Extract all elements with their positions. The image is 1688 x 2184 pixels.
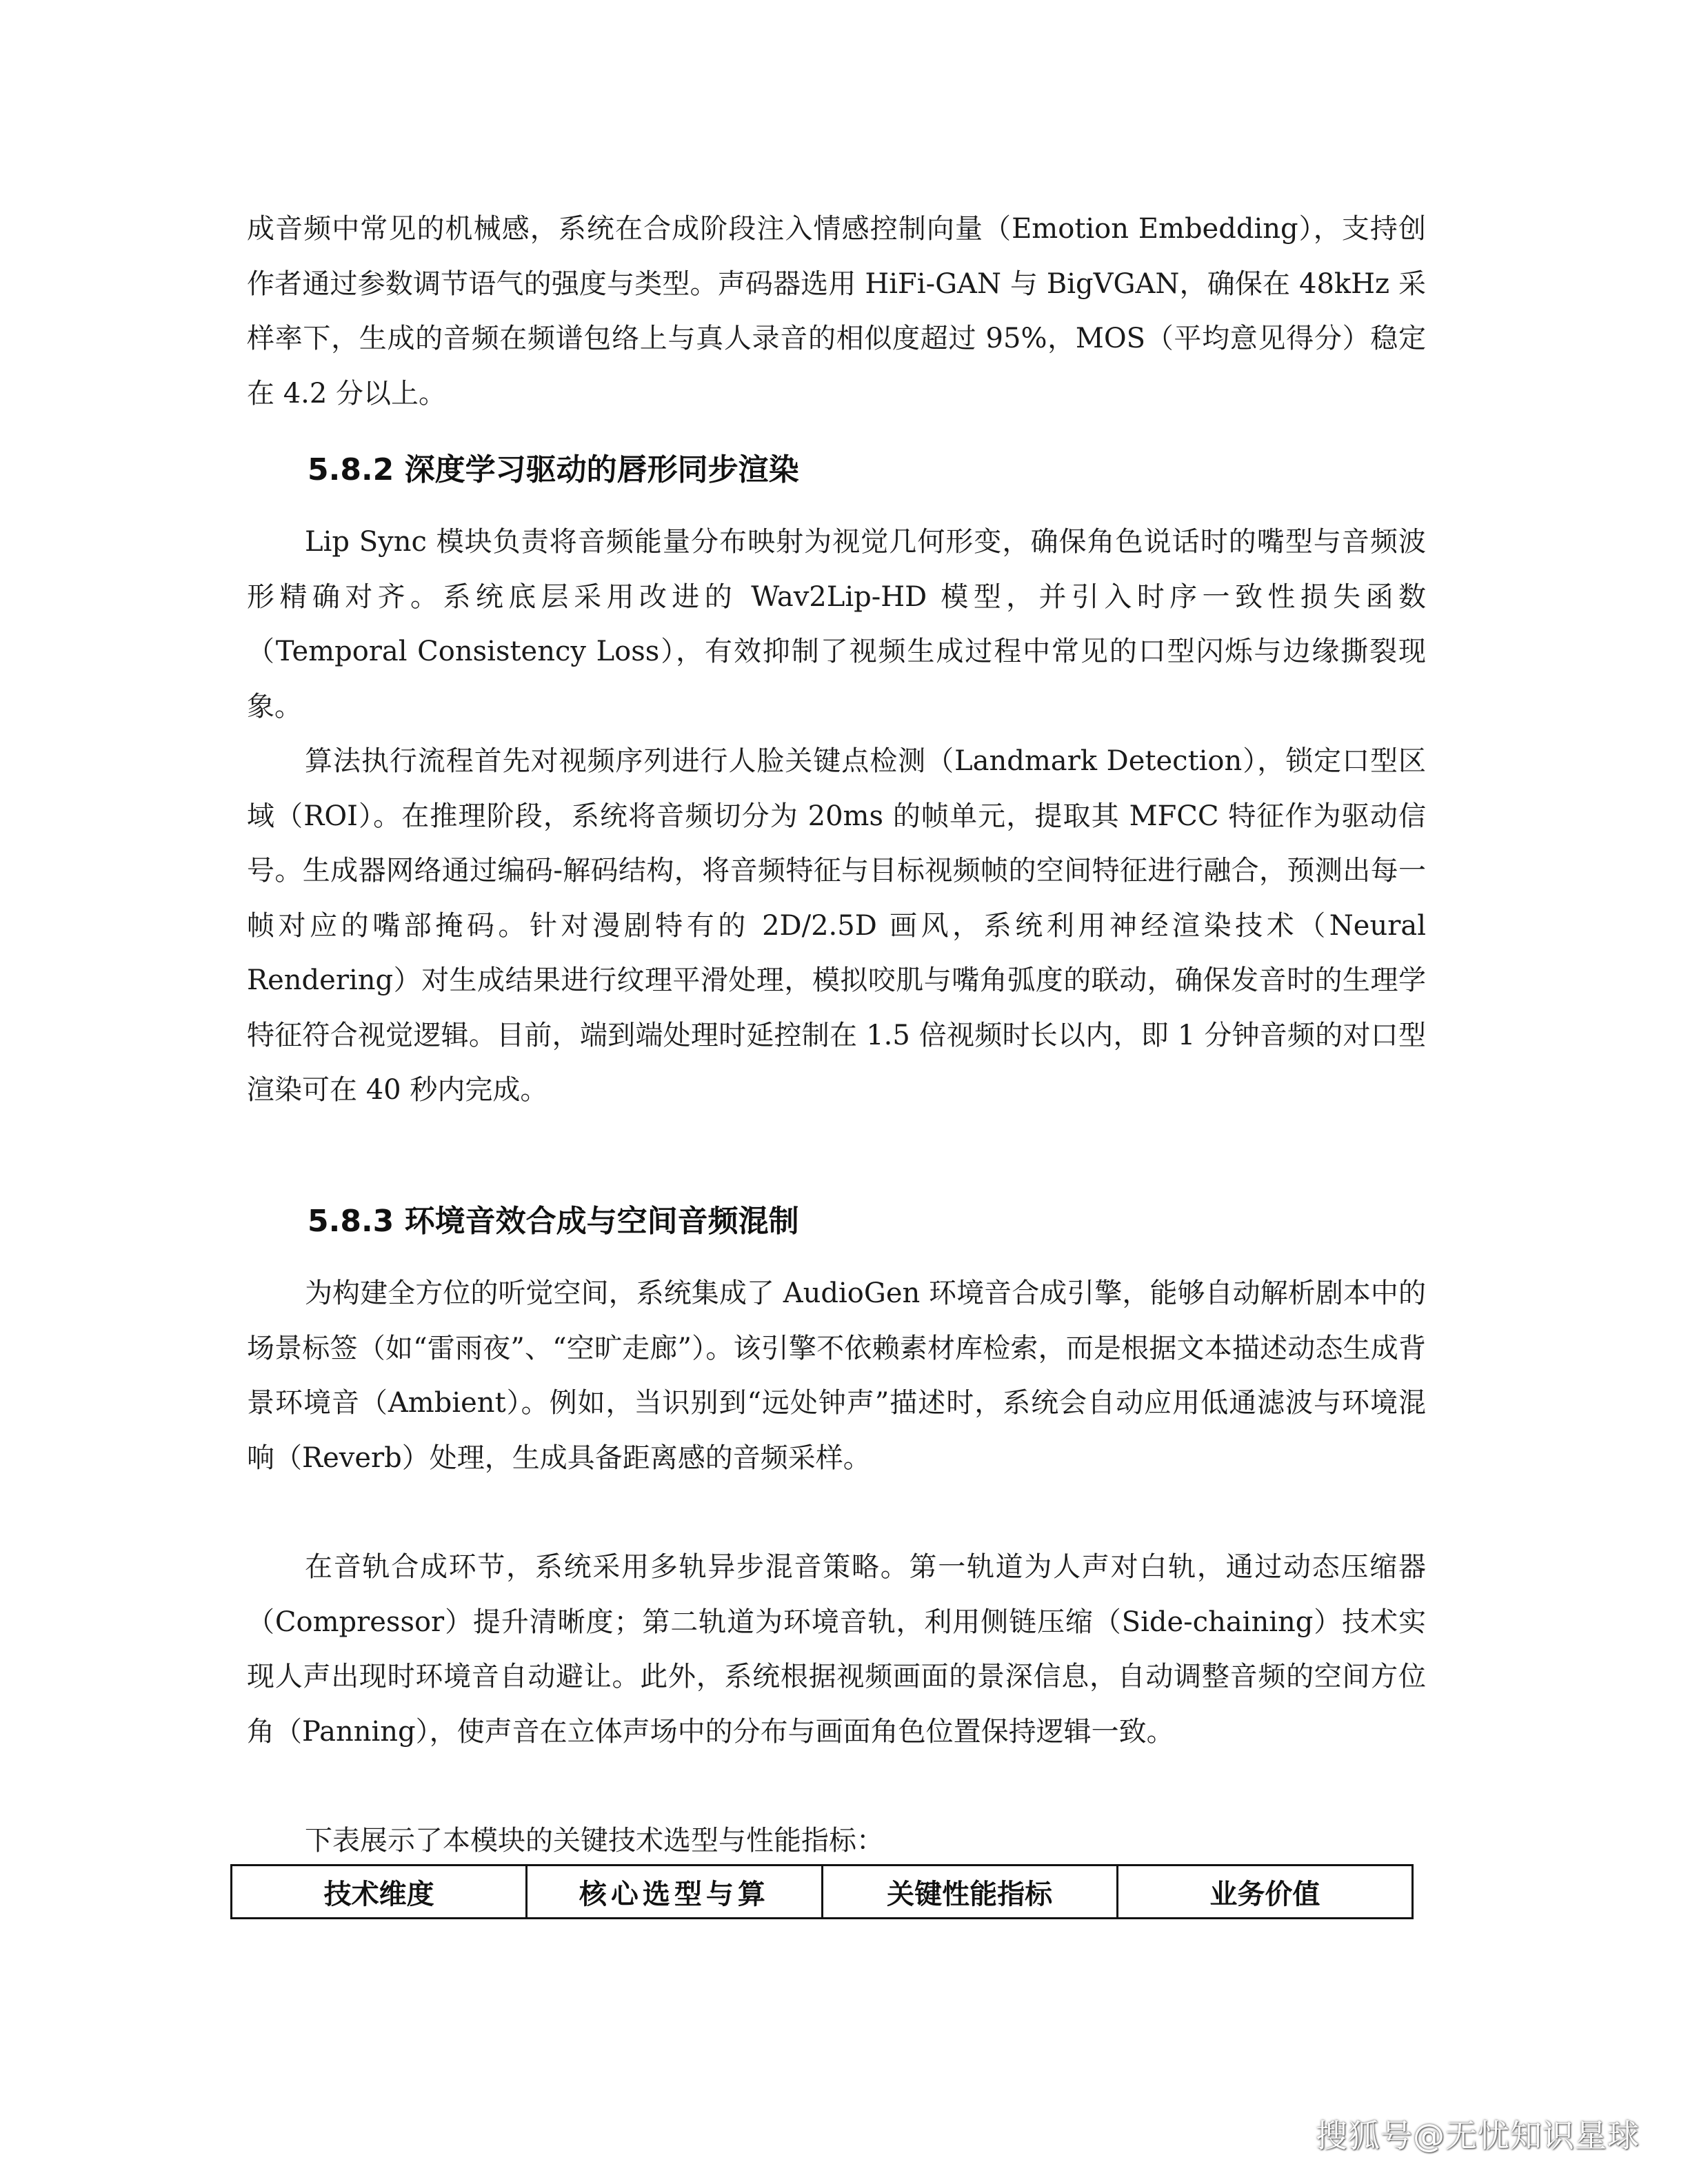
section-heading-5-8-2: 5.8.2 深度学习驱动的唇形同步渲染 [308, 452, 799, 487]
table-header-cell: 核心选型与算 [527, 1866, 822, 1919]
paragraph-multitrack-mixing: 在音轨合成环节，系统采用多轨异步混音策略。第一轨道为人声对白轨，通过动态压缩器（Compressor）提升清晰度；第二轨道为环境音轨，利用侧链压缩（Side-chaining）技术实现人声出现时环境音自动避让。此外，系统根据视频画面的景深信息，自动调整音频的空间方位角（Panning），使声音在立体声场中的分布与画面角色位置保持逻辑一致。 [247, 1551, 1426, 1748]
watermark-text: 搜狐号@无忧知识星球 [1316, 2117, 1640, 2154]
tech-selection-table [230, 1864, 1414, 1919]
section-heading-5-8-3: 5.8.3 环境音效合成与空间音频混制 [308, 1204, 799, 1239]
paragraph-lip-sync-pipeline: 算法执行流程首先对视频序列进行人脸关键点检测（Landmark Detection），锁定口型区域（ROI）。在推理阶段，系统将音频切分为 20ms 的帧单元，提取其 MFCC 特征作为驱动信号。生成器网络通过编码-解码结构，将音频特征与目标视频帧的空间特征进行融合，预测出每一帧对应的嘴部掩码。针对漫剧特有的 2D/2.5D 画风，系统利用神经渲染技术（Neural Rendering）对生成结果进行纹理平滑处理，模拟咬肌与嘴角弧度的联动，确保发音时的生理学特征符合视觉逻辑。目前，端到端处理时延控制在 1.5 倍视频时长以内，即 1 分钟音频的对口型渲染可在 40 秒内完成。 [247, 745, 1426, 1106]
table-header-cell: 关键性能指标 [822, 1866, 1117, 1919]
paragraph-ambient-synthesis: 为构建全方位的听觉空间，系统集成了 AudioGen 环境音合成引擎，能够自动解析剧本中的场景标签（如“雷雨夜”、“空旷走廊”）。该引擎不依赖素材库检索，而是根据文本描述动态生成背景环境音（Ambient）。例如，当识别到“远处钟声”描述时，系统会自动应用低通滤波与环境混响（Reverb）处理，生成具备距离感的音频采样。 [247, 1277, 1426, 1474]
table-header-cell: 业务价值 [1117, 1866, 1412, 1919]
table-header-row [232, 1866, 1413, 1919]
paragraph-lip-sync-intro: Lip Sync 模块负责将音频能量分布映射为视觉几何形变，确保角色说话时的嘴型与音频波形精确对齐。系统底层采用改进的 Wav2Lip-HD 模型，并引入时序一致性损失函数（Temporal Consistency Loss），有效抑制了视频生成过程中常见的口型闪烁与边缘撕裂现象。 [247, 526, 1426, 722]
table-header-cell: 技术维度 [232, 1866, 527, 1919]
paragraph-emotion-vocoder: 成音频中常见的机械感，系统在合成阶段注入情感控制向量（Emotion Embedding），支持创作者通过参数调节语气的强度与类型。声码器选用 HiFi-GAN 与 BigVGAN，确保在 48kHz 采样率下，生成的音频在频谱包络上与真人录音的相似度超过 95%，MOS（平均意见得分）稳定在 4.2 分以上。 [247, 213, 1426, 410]
paragraph-table-intro: 下表展示了本模块的关键技术选型与性能指标： [305, 1825, 884, 1857]
